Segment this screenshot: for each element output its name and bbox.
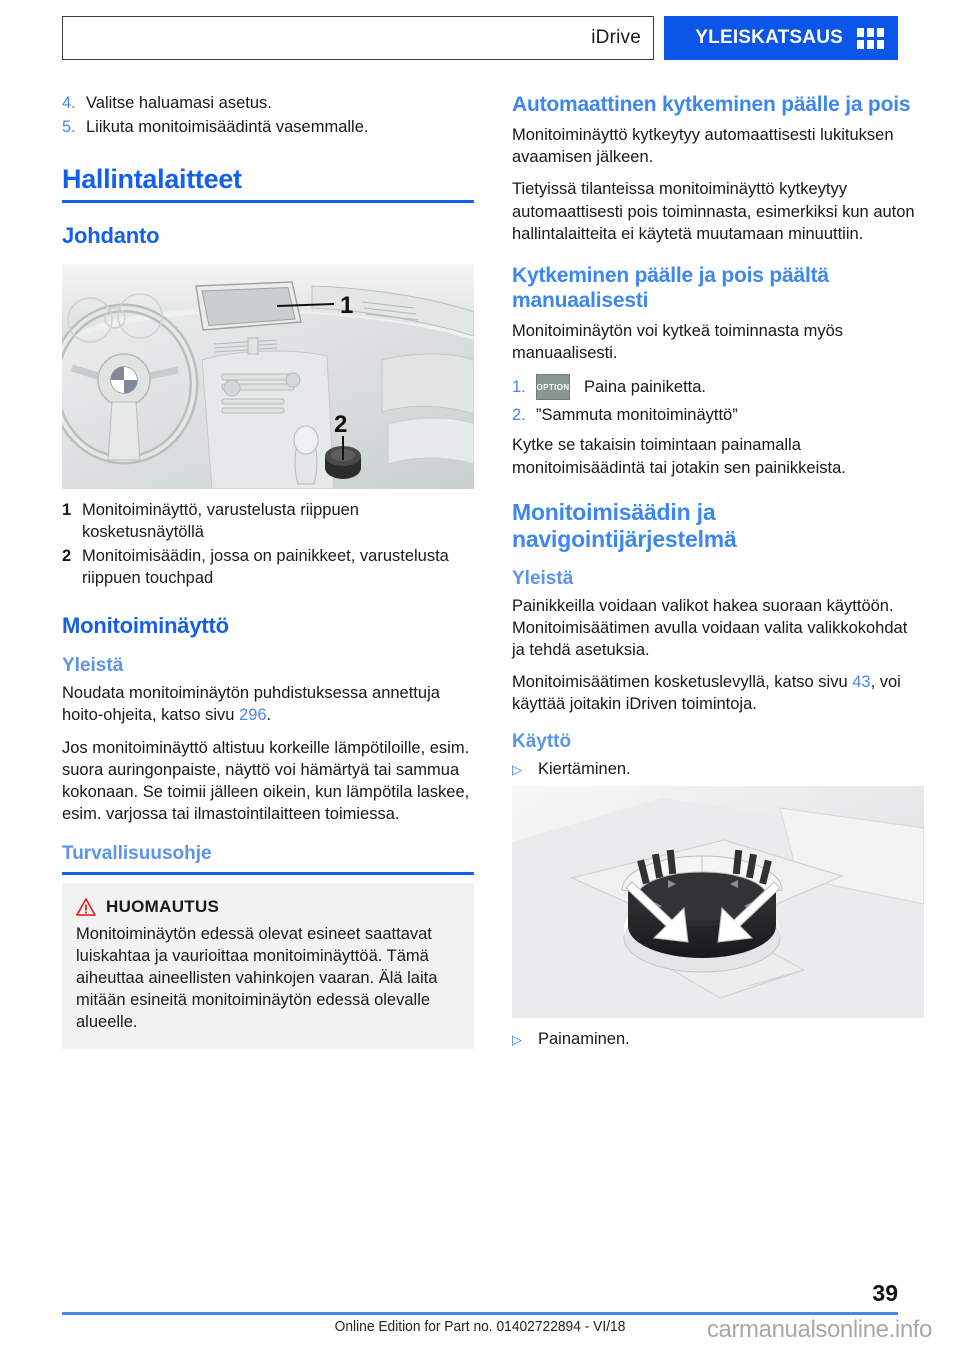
step-item [62, 92, 474, 114]
step-number: 4. [62, 94, 76, 112]
bullet-text: Kiertäminen. [538, 759, 631, 778]
step-text: Liikuta monitoimisäädintä vasemmalle. [86, 118, 369, 137]
section-tab-label: YLEISKATSAUS [695, 27, 843, 48]
step-number: 5. [62, 118, 76, 137]
bmw-interior-figure [62, 264, 474, 489]
warning-triangle-icon [76, 898, 96, 916]
paragraph-manual-2: Kytke se takaisin toimintaan painamalla monitoimisäädintä tai jotakin sen painikkeista. [512, 436, 846, 477]
heading-monitoimisaadin-navigointi: Monitoimisäädin ja navigointijärjestelmä [512, 498, 737, 553]
paragraph-general-2: Jos monitoiminäyttö altistuu korkeille lämpötiloille, esim. suora auringonpaiste, näyttö voi hämärtyä tai sammua kokonaan. Se toimii jälleen oikein, kun lämpötila laskee, esim. varjossa tai ilmastointilaitteen toimiessa. [62, 738, 470, 823]
notice-box [62, 883, 474, 1050]
step-item [62, 116, 474, 138]
paragraph-text: Noudata monitoiminäytön puhdistuksessa annettuja hoito-ohjeita, katso sivu [62, 684, 440, 725]
heading-yleista-left: Yleistä [62, 655, 124, 677]
heading-turvallisuusohje: Turvallisuusohje [62, 842, 212, 864]
heading-kaytto: Käyttö [512, 731, 572, 753]
triangle-bullet-icon: ▷ [512, 1032, 522, 1048]
paragraph-right-general-1: Painikkeilla voidaan valikot hakea suoraan käyttöön. Monitoimisäätimen avulla voidaan valita valikkokohdat ja tehdä asetuksia. [512, 596, 908, 659]
legend-text: Monitoimisäädin, jossa on painikkeet, varustelusta riippuen touchpad [82, 546, 449, 587]
notice-header [76, 897, 460, 917]
page-reference[interactable]: 296 [239, 706, 267, 725]
paragraph-text-end: , voi käyttää joitakin iDriven toimintoja. [512, 672, 901, 714]
notice-title: HUOMAUTUS [106, 896, 220, 916]
legend-item [62, 545, 474, 589]
legend-number: 1 [62, 500, 72, 519]
notice-body: Monitoiminäytön edessä olevat esineet saattavat luiskahtaa ja vaurioittaa monitoiminäyttöä. Tämä aiheuttaa aineellisten vahinkojen vaaran. Älä laita mitään esineitä monitoiminäytön edessä olevalle alueelle. [76, 924, 438, 1032]
subsection-heading-monitoiminaytto: Monitoiminäyttö [62, 613, 229, 639]
paragraph-auto-2: Tietyissä tilanteissa monitoiminäyttö kytkeytyy automaattisesti pois toiminnasta, esimerkiksi kun auton hallintalaitteita ei käytetä muutamaan minuuttiin. [512, 180, 915, 243]
step-text: Valitse haluamasi asetus. [86, 94, 272, 112]
section-tab[interactable] [664, 16, 898, 60]
triangle-bullet-icon: ▷ [512, 761, 522, 777]
legend-text: Monitoiminäyttö, varustelusta riippuen kosketusnäytöllä [82, 500, 359, 541]
page-reference[interactable]: 43 [852, 672, 871, 691]
watermark: carmanualsonline.info [706, 1316, 932, 1343]
section-rule [62, 200, 474, 203]
chapter-tab[interactable] [62, 16, 654, 60]
section-title: Hallintalaitteet [62, 164, 242, 195]
page-number: 39 [872, 1280, 898, 1306]
heading-automaattinen-kytkeminen: Automaattinen kytkeminen päälle ja pois [512, 93, 911, 116]
svg-text:1: 1 [340, 291, 354, 319]
subsection-heading-johdanto: Johdanto [62, 223, 160, 249]
paragraph-general-1 [62, 682, 474, 726]
heading-yleista-right: Yleistä [512, 567, 574, 589]
bullet-item [512, 1028, 924, 1050]
chapter-tab-label: iDrive [591, 27, 641, 48]
heading-manuaalinen-kytkeminen: Kytkeminen päälle ja pois päältä manuaalisesti [512, 263, 829, 312]
edition-note: Online Edition for Part no. 01402722894 - VI/18 [334, 1318, 626, 1335]
step-item [512, 404, 924, 426]
safety-rule [62, 872, 474, 875]
svg-text:2: 2 [334, 410, 348, 438]
left-column [62, 92, 474, 1049]
step-number: 2. [512, 406, 526, 425]
right-column [512, 92, 924, 1054]
step-item-with-button [512, 374, 924, 400]
step-text: ”Sammuta monitoiminäyttö” [536, 406, 738, 425]
footer-rule [62, 1312, 898, 1315]
step-text: Paina painiketta. [584, 377, 707, 396]
option-button-icon[interactable]: OPTION [536, 374, 570, 400]
legend-number: 2 [62, 546, 72, 565]
idrive-controller-figure [512, 786, 924, 1018]
paragraph-right-general-2 [512, 671, 924, 715]
page-header [0, 8, 960, 60]
step-number: 1. [512, 377, 526, 396]
legend-item [62, 499, 474, 543]
paragraph-auto-1: Monitoiminäyttö kytkeytyy automaattisesti lukituksen avaamisen jälkeen. [512, 126, 894, 167]
bullet-item [512, 758, 924, 780]
page-footer [0, 1282, 960, 1362]
paragraph-text: Monitoimisäätimen kosketuslevyllä, katso sivu [512, 672, 853, 691]
bullet-text: Painaminen. [538, 1030, 630, 1049]
grid-icon [857, 28, 884, 49]
paragraph-manual-1: Monitoiminäytön voi kytkeä toiminnasta myös manuaalisesti. [512, 322, 844, 363]
paragraph-text-end: . [266, 706, 272, 725]
